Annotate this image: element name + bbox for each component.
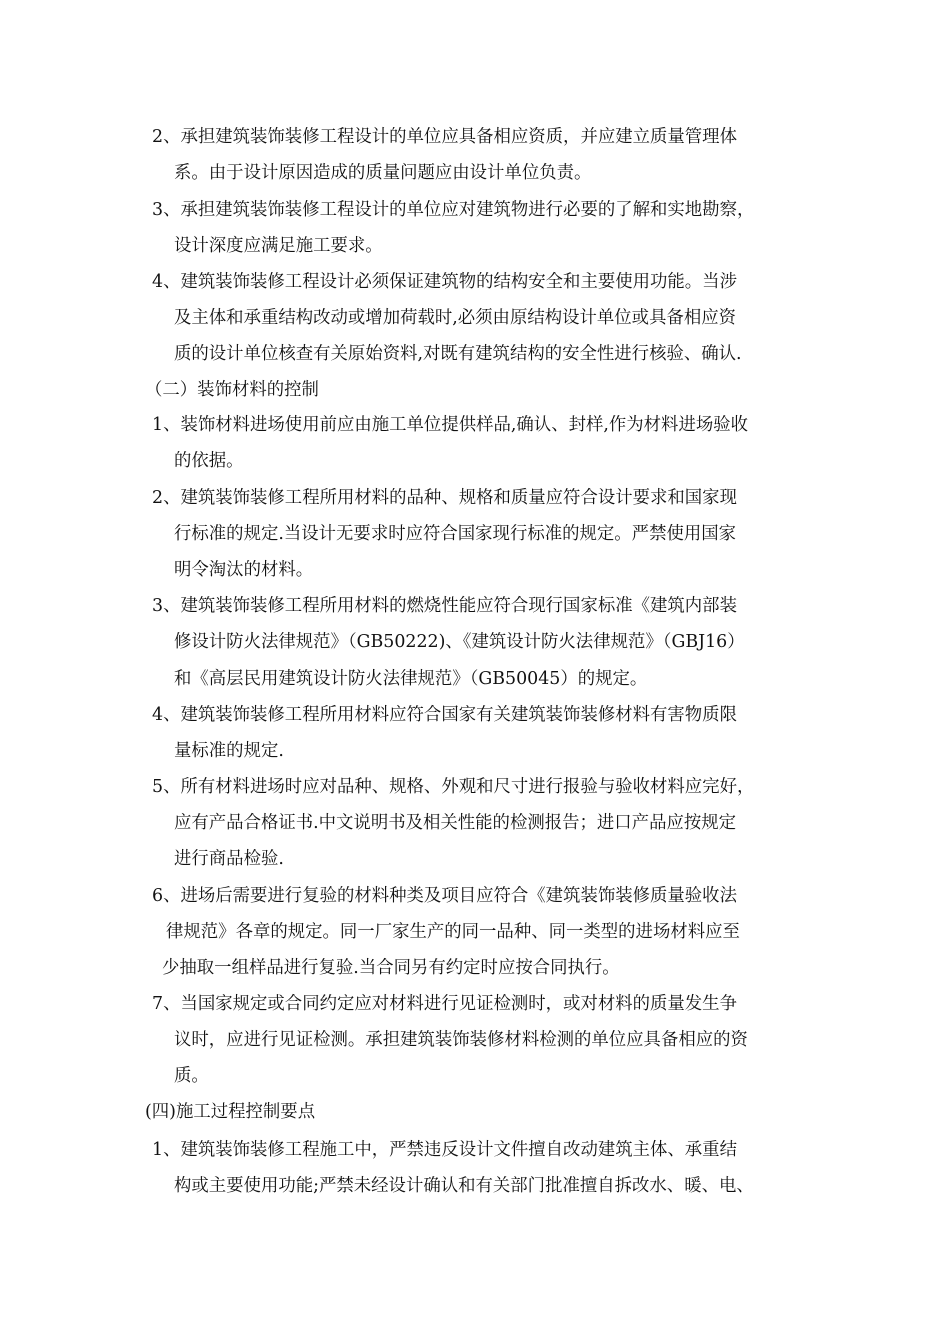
text-line: 应有产品合格证书.中文说明书及相关性能的检测报告；进口产品应按规定 <box>174 813 737 833</box>
text-line: 2、承担建筑装饰装修工程设计的单位应具备相应资质，并应建立质量管理体 <box>152 127 737 147</box>
text-line: 系。由于设计原因造成的质量问题应由设计单位负责。 <box>174 163 592 183</box>
text-line: 进行商品检验. <box>174 849 284 869</box>
text-line: 3、承担建筑装饰装修工程设计的单位应对建筑物进行必要的了解和实地勘察， <box>152 200 755 220</box>
text-line: 1、建筑装饰装修工程施工中，严禁违反设计文件擅自改动建筑主体、承重结 <box>152 1140 737 1160</box>
text-line: 质。 <box>174 1066 209 1086</box>
text-line: 及主体和承重结构改动或增加荷载时,必须由原结构设计单位或具备相应资 <box>174 308 737 328</box>
text-line: 4、建筑装饰装修工程设计必须保证建筑物的结构安全和主要使用功能。当涉 <box>152 272 737 292</box>
text-line: 5、所有材料进场时应对品种、规格、外观和尺寸进行报验与验收材料应完好， <box>152 777 755 797</box>
text-line: 行标准的规定.当设计无要求时应符合国家现行标准的规定。严禁使用国家 <box>174 524 737 544</box>
text-line: 7、当国家规定或合同约定应对材料进行见证检测时，或对材料的质量发生争 <box>152 994 737 1014</box>
text-line: 构或主要使用功能;严禁未经设计确认和有关部门批准擅自拆改水、暖、电、 <box>174 1176 754 1196</box>
text-line: 1、装饰材料进场使用前应由施工单位提供样品,确认、封样,作为材料进场验收 <box>152 415 749 435</box>
text-line: 的依据。 <box>174 451 244 471</box>
text-line: 质的设计单位核查有关原始资料,对既有建筑结构的安全性进行核验、确认. <box>174 344 742 364</box>
text-line: 明令淘汰的材料。 <box>174 560 314 580</box>
text-line: 2、建筑装饰装修工程所用材料的品种、规格和质量应符合设计要求和国家现 <box>152 488 737 508</box>
text-line: 议时，应进行见证检测。承担建筑装饰装修材料检测的单位应具备相应的资 <box>174 1030 748 1050</box>
text-line: 3、建筑装饰装修工程所用材料的燃烧性能应符合现行国家标准《建筑内部装 <box>152 596 737 616</box>
text-line: 量标准的规定. <box>174 741 284 761</box>
text-line: 6、进场后需要进行复验的材料种类及项目应符合《建筑装饰装修质量验收法 <box>152 886 737 906</box>
section-heading: （二）装饰材料的控制 <box>145 380 319 400</box>
text-line: 4、建筑装饰装修工程所用材料应符合国家有关建筑装饰装修材料有害物质限 <box>152 705 737 725</box>
text-line: 律规范》各章的规定。同一厂家生产的同一品种、同一类型的进场材料应至 <box>166 922 740 942</box>
text-line: 设计深度应满足施工要求。 <box>174 236 383 256</box>
text-line: 修设计防火法律规范》（GB50222)、《建筑设计防火法律规范》（GBJ16） <box>174 632 745 652</box>
text-line: 少抽取一组样品进行复验.当合同另有约定时应按合同执行。 <box>162 958 620 978</box>
section-heading: (四)施工过程控制要点 <box>145 1102 316 1122</box>
text-line: 和《高层民用建筑设计防火法律规范》（GB50045）的规定。 <box>174 669 648 689</box>
